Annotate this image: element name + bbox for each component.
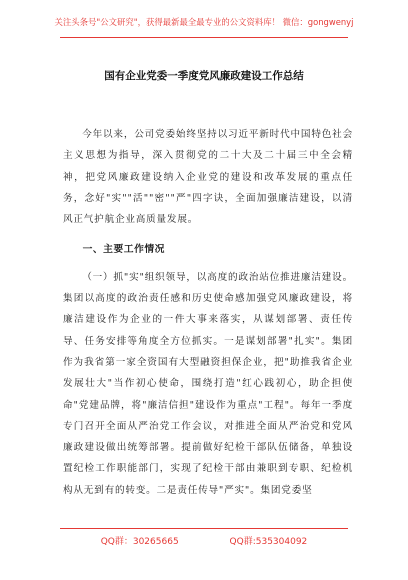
footer-divider xyxy=(60,528,348,529)
header-divider xyxy=(60,37,348,38)
footer-qq-group-2: QQ群:535304092 xyxy=(229,537,308,547)
footer-qq-group-1: QQ群：30265665 xyxy=(100,537,179,547)
document-title: 国有企业党委一季度党风廉政建设工作总结 xyxy=(104,70,304,82)
document-body xyxy=(63,124,353,501)
section-heading: 一、主要工作情况 xyxy=(82,244,165,256)
intro-paragraph: 今年以来，公司党委始终坚持以习近平新时代中国特色社会主义思想为指导，深入贯彻党的二十大及二十届三中全会精神，把党风廉政建设纳入企业党的建设和改革发展的重点任务，念好"实""活""密""严"四字诀，全面加强廉洁建设，以清风正气护航企业高质量发展。 xyxy=(63,129,353,226)
header-banner: 关注头条号"公文研究"，获得最新最全最专业的公文资料库！ 微信：gongwenyj xyxy=(54,17,354,27)
footer xyxy=(0,534,408,547)
body-paragraph: （一）抓"实"组织领导，以高度的政治站位推进廉洁建设。集团以高度的政治责任感和历史使命感加强党风廉政建设，将廉洁建设作为企业的一件大事来落实，从谋划部署、责任传导、任务安排等角度全方位抓实。一是谋划部署"扎实"。集团作为我省第一家全资国有大型融资担保企业，把"助推我省企业发展壮大"当作初心使命，围绕打造"红心践初心，助企担使命"党建品牌，将"廉洁信担"建设作为重点"工程"。每年一季度专门召开全面从严治党工作会议，对推进全面从严治党和党风廉政建设做出统筹部署。提前做好纪检干部队伍储备，单独设置纪检工作职能部门，实现了纪检干部由兼职到专职、纪检机构从无到有的转变。二是责任传导"严实"。集团党委坚 xyxy=(63,271,353,496)
